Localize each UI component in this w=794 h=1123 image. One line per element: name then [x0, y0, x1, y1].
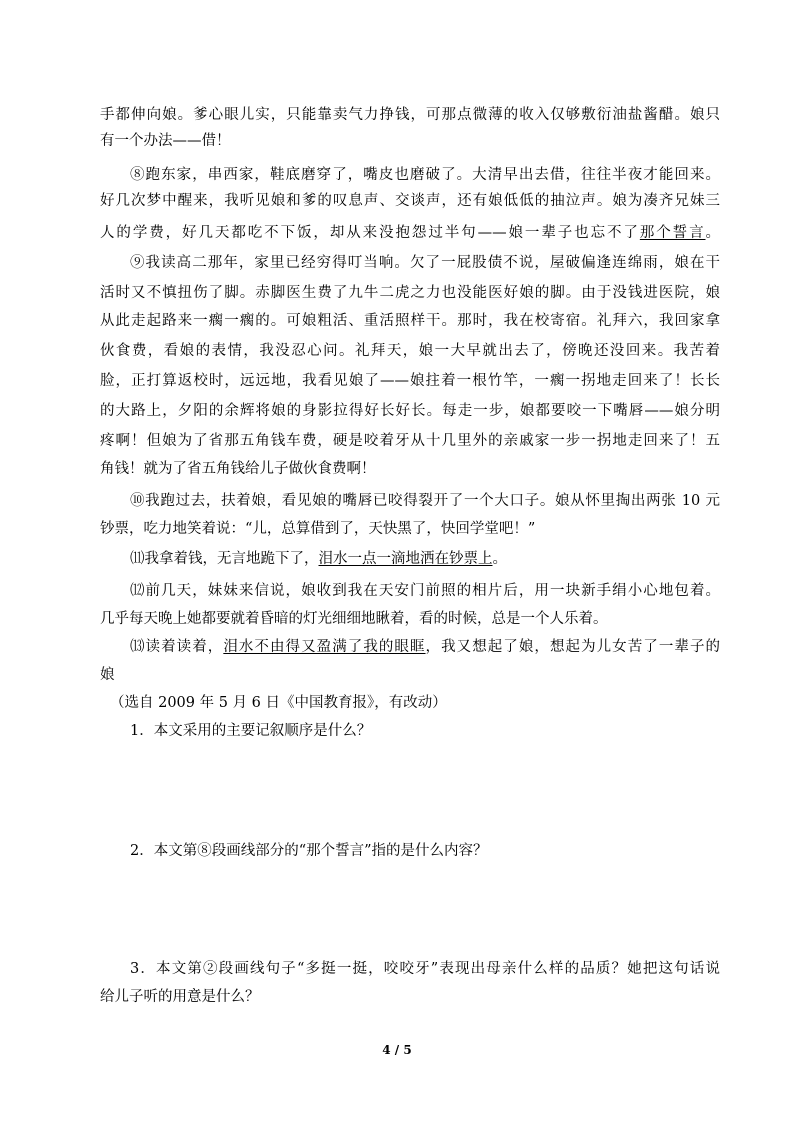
paragraph-11-line — [130, 548, 720, 570]
text-line: 钞票，吃力地笑着说：“儿，总算借到了，天快黑了，快回学堂吧！” — [100, 521, 536, 537]
text-line: 有一个办法——借！ — [100, 133, 231, 149]
text-segment: 人的学费，好几天都吃不下饭，却从来没抱怨过半句——娘一辈子也忘不了 — [100, 225, 640, 241]
text-line: 娘 — [100, 667, 115, 683]
text-line: 脸，正打算返校时，远远地，我看见娘了——娘拄着一根竹竿，一瘸一拐地走回来了！长长 — [100, 373, 720, 389]
question-3-line: 给儿子听的用意是什么？ — [100, 989, 260, 1005]
text-line: 手都伸向娘。爹心眼儿实，只能靠卖气力挣钱，可那点微薄的收入仅够敷衍油盐酱醋。娘只 — [100, 107, 720, 123]
text-segment: 。 — [705, 225, 721, 241]
question-2: 2．本文第⑧段画线部分的“那个誓言”指的是什么内容？ — [130, 843, 488, 859]
underlined-phrase: 那个誓言 — [639, 225, 706, 241]
text-segment: ⑾我拿着钱，无言地跪下了， — [130, 551, 319, 567]
underlined-phrase: 泪水不由得又盈满了我的眼眶 — [223, 639, 426, 655]
text-line: 疼啊！但娘为了省那五角钱车费，硬是咬着牙从十几里外的亲戚家一步一拐地走回来了！五 — [100, 433, 720, 449]
text-line — [100, 222, 720, 244]
paragraph-12-line: ⑿前几天，妹妹来信说，娘收到我在天安门前照的相片后，用一块新手绢小心地包着。 — [130, 583, 720, 599]
source-citation: （选自 2009 年 5 月 6 日《中国教育报》，有改动） — [110, 695, 447, 711]
page-number: 4 / 5 — [382, 1043, 412, 1057]
text-line: 从此走起路来一瘸一瘸的。可娘粗活、重活照样干。那时，我在校寄宿。礼拜六，我回家拿 — [100, 313, 720, 329]
text-line: 几乎每天晚上她都要就着昏暗的灯光细细地瞅着，看的时候，总是一个人乐着。 — [100, 611, 608, 627]
text-line: 活时又不慎扭伤了脚。赤脚医生费了九牛二虎之力也没能医好娘的脚。由于没钱进医院，娘 — [100, 285, 720, 301]
text-segment: ⒀读着读着， — [130, 639, 224, 655]
text-line: 好几次梦中醒来，我听见娘和爹的叹息声、交谈声，还有娘低低的抽泣声。娘为凑齐兄妹三 — [100, 193, 720, 209]
text-line: 伙食费，看娘的表情，我没忍心问。礼拜天，娘一大早就出去了，傍晚还没回来。我苦着 — [100, 343, 720, 359]
underlined-phrase: 泪水一点一滴地洒在钞票上 — [318, 551, 493, 567]
text-segment: 。 — [492, 551, 507, 567]
text-line: 的大路上，夕阳的余辉将娘的身影拉得好长好长。每走一步，娘都要咬一下嘴唇——娘分明 — [100, 403, 720, 419]
paragraph-8-line: ⑧跑东家，串西家，鞋底磨穿了，嘴皮也磨破了。大清早出去借，往往半夜才能回来。 — [130, 167, 720, 183]
question-1: 1．本文采用的主要记叙顺序是什么？ — [130, 723, 372, 739]
paragraph-10-line: ⑩我跑过去，扶着娘，看见娘的嘴唇已咬得裂开了一个大口子。娘从怀里掏出两张 10 元 — [130, 493, 720, 509]
text-segment: ，我又想起了娘，想起为儿女苦了一辈子的 — [425, 639, 721, 655]
paragraph-13-line — [130, 636, 720, 658]
question-3-line: 3．本文第②段画线句子“多挺一挺，咬咬牙”表现出母亲什么样的品质？她把这句话说 — [130, 961, 720, 977]
paragraph-9-line: ⑨我读高二那年，家里已经穷得叮当响。欠了一屁股债不说，屋破偏逢连绵雨，娘在干 — [130, 255, 720, 271]
text-line: 角钱！就为了省五角钱给儿子做伙食费啊！ — [100, 461, 376, 477]
